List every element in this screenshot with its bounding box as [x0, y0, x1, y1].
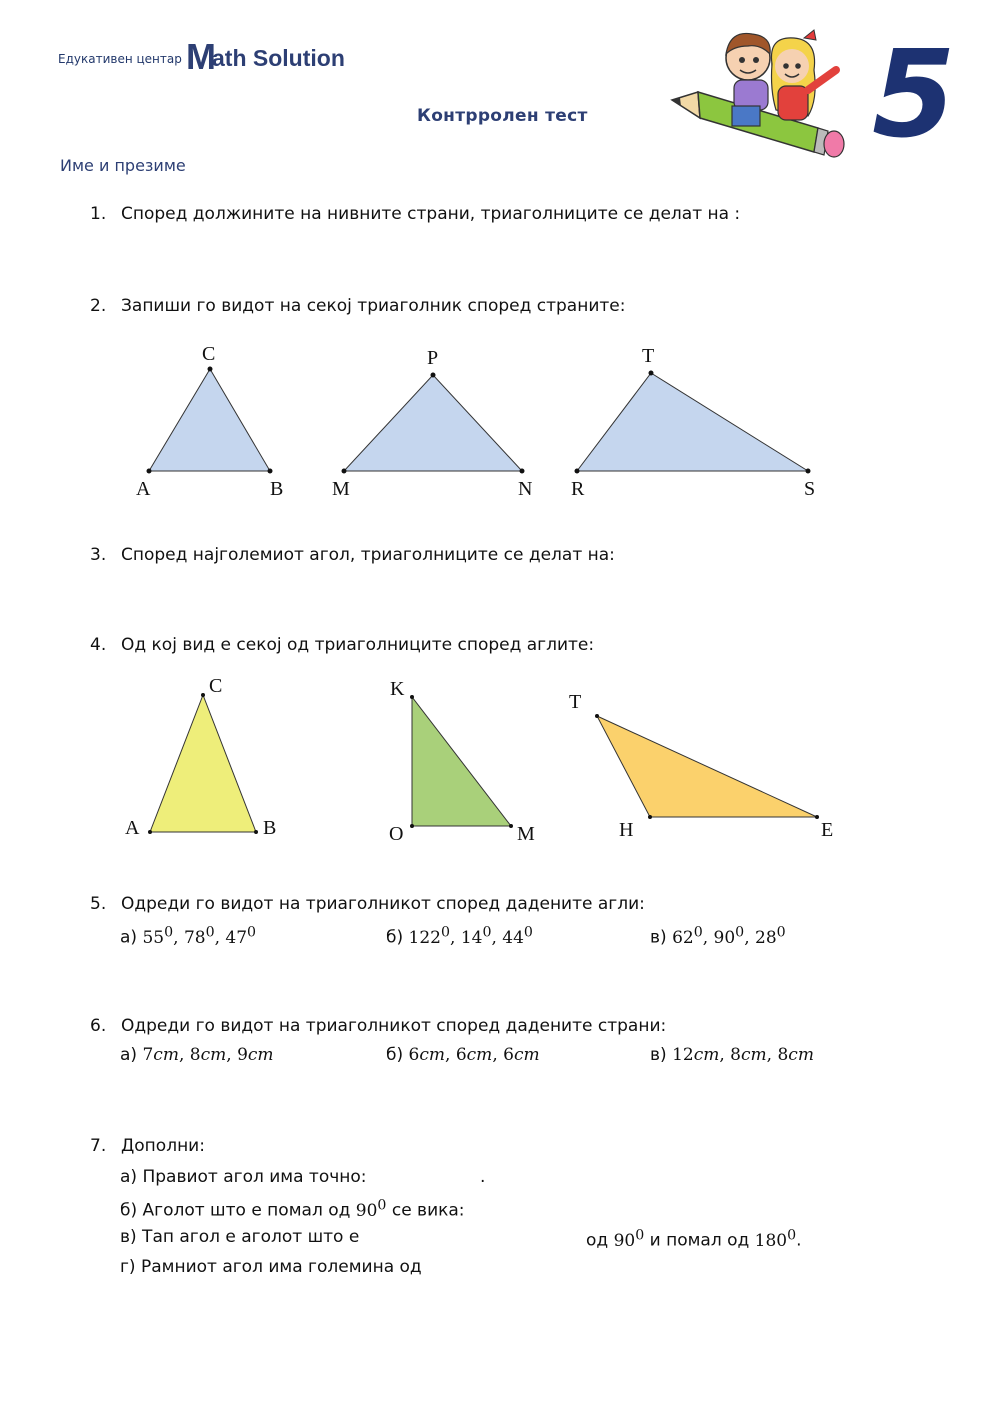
label-e: E: [821, 819, 834, 841]
label-n: N: [518, 478, 533, 500]
label-t: T: [642, 345, 655, 367]
label-b: B: [263, 817, 277, 839]
q4-triangle-abc: [125, 675, 276, 839]
grade-number: 5: [872, 26, 956, 165]
label-p: P: [427, 347, 439, 369]
q5-option-b: б) $122^0$, $14^0$, $44^0$: [386, 924, 533, 948]
q2-triangles: [120, 335, 860, 510]
q2-triangle-mnp: [332, 347, 532, 500]
q5-option-a: а) $55^0$, $78^0$, $47^0$: [120, 924, 257, 948]
brand-name: ath Solution: [212, 45, 345, 71]
label-m: M: [517, 823, 535, 845]
question-7-text: Дополни:: [121, 1136, 205, 1156]
brand-initial: M: [186, 36, 216, 77]
q7-item-d: г) Рамниот агол има големина од: [120, 1257, 422, 1277]
q7-item-a-period: .: [480, 1167, 486, 1187]
q7-item-b: б) Аголот што е помал од $90^0$ се вика:: [120, 1197, 465, 1221]
q6-option-b: б) 6cm, 6cm, 6cm: [386, 1045, 540, 1065]
kids-on-pencil-illustration: [668, 20, 848, 160]
q6-option-c: в) 12cm, 8cm, 8cm: [650, 1045, 814, 1065]
label-m: M: [332, 478, 350, 500]
pencil-eraser: [824, 131, 844, 157]
question-3: 3. Според најголемиот агол, триаголниците се делат на:: [90, 545, 615, 565]
label-t: T: [569, 691, 582, 713]
question-2: 2. Запиши го видот на секој триаголник според страните:: [90, 296, 626, 316]
q7-item-c: в) Тап агол е аголот што е: [120, 1227, 360, 1247]
q7-item-c-end: од $90^0$ и помал од $180^0$.: [586, 1227, 802, 1251]
q4-triangle-okm: [389, 678, 535, 845]
pencil-tip: [672, 92, 700, 118]
girl-dress: [778, 86, 808, 120]
label-s: S: [804, 478, 816, 500]
question-2-text: Запиши го видот на секој триаголник според страните:: [121, 296, 626, 316]
name-label: Име и презиме: [60, 156, 186, 175]
label-a: A: [136, 478, 151, 500]
question-1: 1. Според должините на нивните страни, триаголниците се делат на :: [90, 204, 741, 224]
label-o: O: [389, 823, 404, 845]
question-1-text: Според должините на нивните страни, триаголниците се делат на :: [121, 204, 741, 224]
label-r: R: [571, 478, 585, 500]
label-a: A: [125, 817, 140, 839]
q5-option-c: в) $62^0$, $90^0$, $28^0$: [650, 924, 786, 948]
test-title: Контрролен тест: [417, 106, 588, 126]
question-6: 6. Одреди го видот на триаголникот според дадените страни:: [90, 1016, 667, 1036]
label-c: C: [202, 343, 216, 365]
question-5: 5. Одреди го видот на триаголникот според дадените агли:: [90, 894, 645, 914]
q4-triangle-het: [569, 691, 833, 841]
label-c: C: [209, 675, 223, 697]
q2-triangle-abc: [136, 343, 283, 500]
question-6-text: Одреди го видот на триаголникот според дадените страни:: [121, 1016, 667, 1036]
q6-option-a: а) 7cm, 8cm, 9cm: [120, 1045, 274, 1065]
label-b: B: [270, 478, 284, 500]
label-h: H: [619, 819, 634, 841]
question-7: 7. Дополни:: [90, 1136, 205, 1156]
question-3-text: Според најголемиот агол, триаголниците се делат на:: [121, 545, 615, 565]
question-4-text: Од кој вид е секој од триаголниците според аглите:: [121, 635, 595, 655]
question-5-text: Одреди го видот на триаголникот според дадените агли:: [121, 894, 645, 914]
question-4: 4. Од кој вид е секој од триаголниците според аглите:: [90, 635, 595, 655]
q7-item-a: а) Правиот агол има точно:: [120, 1167, 367, 1187]
q4-triangles: [115, 670, 855, 850]
center-label: Едукативен центар: [58, 52, 182, 66]
q2-triangle-rst: [571, 345, 815, 500]
girl-bow: [804, 30, 816, 40]
label-k: K: [390, 678, 405, 700]
